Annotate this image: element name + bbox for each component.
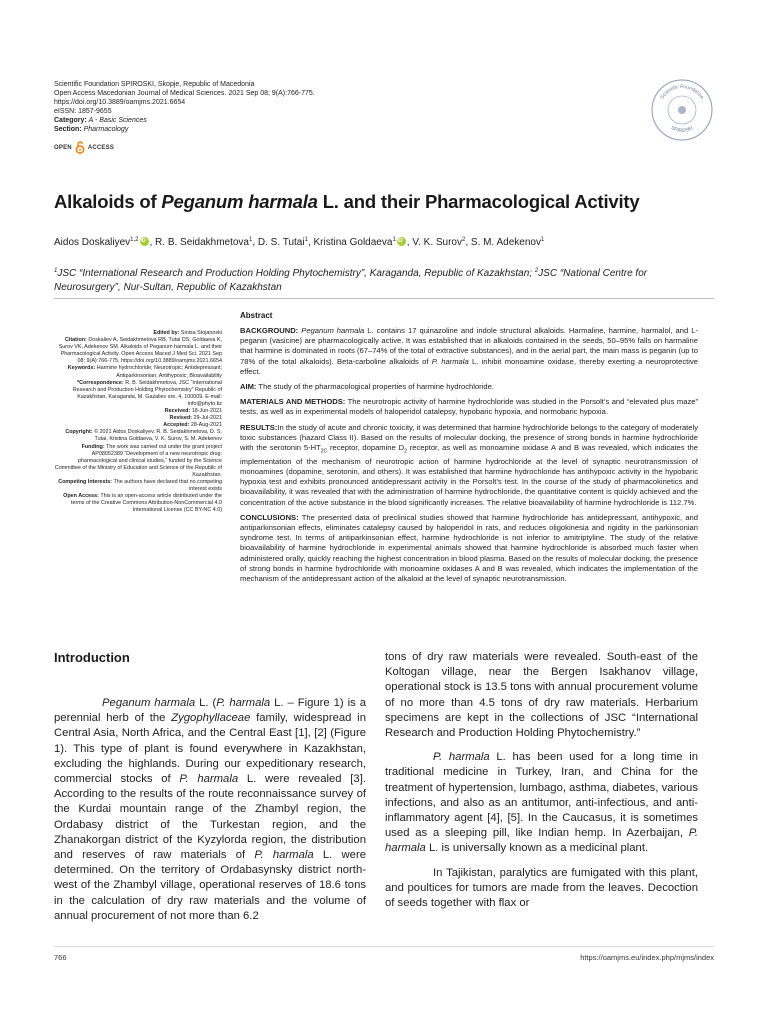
abstract-background: BACKGROUND: Peganum harmala L. contains 17 quinazoline and indole structural alkaloids. Harmaline, harmine, harmalol, and L-peganin (vasicine) are pharmacologically active. It was established that in alkaloids contained in the seeds, 50–95% falls on harmaline that harmine is dominated in roots (67–74% of the total of extractive substances), and in the aerial part, the main mass is peganin (up to 78% of the total alkaloids). Beta-carboline alkaloids of P. harmala L. inhibit monoamine oxidase, thereby exerting a neuroprotective effect. [240, 326, 698, 376]
funding: Funding: The work was carried out under the grant project AP08052389 “Development of a new neurotropic drug: pharmacological and clinical studies,” funded by the Science Committee of the Ministry of Education and Science of the Republic of Kazakhstan. [54, 443, 222, 478]
journal-url-link[interactable]: https://oamjms.eu/index.php/mjms/index [580, 953, 714, 962]
footer-divider [54, 946, 714, 947]
body-column-right [385, 650, 698, 920]
abstract-conclusions: CONCLUSIONS: The presented data of preclinical studies showed that harmine hydrochloride has antidepressant, antihypoxic, and antiparkinsonian effects, eliminates catalepsy caused by haloperidol in rats, and reduces oligokinesia and rigidity in the parkinsonian syndrome test. In terms of antiparkinsonian effect, harmine hydrochloride is not inferior to amitriptyline. The study of the relative bioavailability of harmine hydrochloride in experimental animals showed that harmine hydrochloride is absorbed much faster when administered orally, quickly reaching the highest concentration in blood plasma. Based on the results of molecular docking, the presence of strong bonds in harmine hydrochloride with monoamine oxidases A and B was revealed, which indicates the implementation of the mechanism of the antidepressant action of the alkaloid at the level of synaptic neurotransmission. [240, 512, 698, 583]
competing-interests: Competing Interests: The authors have declared that no competing interest exists [58, 478, 222, 493]
accepted-date: Accepted: 28-Aug-2021 [163, 422, 222, 429]
edited-by: Edited by: Sinisa Stojanoski [153, 330, 222, 336]
received-date: Received: 18-Jun-2021 [164, 408, 222, 415]
foundation-seal-logo [650, 78, 714, 142]
license: Open Access: This is an open-access article distributed under the terms of the Creative Commons Attribution-NonCommercial 4.0 International License (CC BY-NC 4.0) [63, 493, 222, 514]
introduction-heading: Introduction [54, 650, 130, 665]
abstract-aim: AIM: The study of the pharmacological properties of harmine hydrochloride. [240, 382, 494, 392]
abstract-body [240, 326, 698, 589]
paragraph: Peganum harmala L. (P. harmala L. – Figure 1) is a perennial herb of the Zygophyllaceae family, widespread in Central Asia, North Africa, and the Central East [1], [2] (Figure 1). This type of plant is found everywhere in Kazakhstan, excluding the highlands. During our expeditionary research, commercial stocks of P. harmala L. were revealed [3]. According to the results of the route reconnaissance survey of the Kurdai mountain range of the Zhambyl region, the Ordabasy district of the Turkestan region, and the Zhanakorgan district of the Kyzylorda region, the distribution and reserves of raw materials of P. harmala L. were determined. On the territory of Ordabasynsky district north-west of the Zhambyl village, operational reserves of 18.6 tons in the calculation of dry raw materials and the volume of annual procurement of not more than 6.2 [54, 697, 367, 922]
doi-link[interactable]: https://doi.org/10.3889/oamjms.2021.6654 [54, 99, 186, 106]
section-line: Section: Pharmacology [54, 126, 129, 133]
orcid-icon[interactable] [140, 237, 149, 246]
journal-citation-line: Open Access Macedonian Journal of Medical Sciences. 2021 Sep 08; 9(A):766-775. [54, 90, 315, 97]
copyright: Copyright: © 2021 Aidos Doskaliyev, R. B. Seidakhmetova, D. S. Tutai, Kristina Goldaeva, V. K. Surov, S. M. Adekenov [65, 429, 222, 443]
author-name[interactable]: , Kristina Goldaeva [307, 237, 393, 248]
journal-header [54, 80, 614, 134]
author-list: Aidos Doskaliyev$^{1,2}$iD , R. B. Seidakhmetova$^1$, D. S. Tutai$^1$, Kristina Goldaeva$^1$iD , V. K. Surov$^2$, S. M. Adekenov$^1$ [54, 237, 714, 248]
eissn-line: eISSN: 1857-9655 [54, 108, 112, 115]
citation: Citation: Doskaliev A, Seidakhmetova RB, Tutai DS, Goldaeva K, Surov VK, Adekenov SM. Alkaloids of Peganum harmala L. and their Pharmacological Activity. Open Access Maced J Med Sci. 2021 Sep 08; 9(A):766-775. https://doi.org/10.3889/oamjms.2021.6654 [58, 337, 222, 365]
body-column-left [54, 696, 366, 933]
correspondence: *Correspondence: R. B. Seidakhmetova, JSC “International Research and Production Holding Phytochemistry” Republic of Kazakhstan, Karaganda, M. Gazaliev sre. 4, 100009. E-mail: info@phyto.kz [72, 379, 222, 407]
category-line: Category: A - Basic Sciences [54, 117, 147, 124]
paragraph: In Tajikistan, paralytics are fumigated with this plant, and poultices for tumors are made from the leaves. Decoction of seeds together with flax or [385, 866, 698, 910]
author-name[interactable]: , D. S. Tutai [252, 237, 305, 248]
paragraph: P. harmala L. has been used for a long time in traditional medicine in Turkey, Iran, and China for the treatment of hypertension, lumbago, asthma, diabetes, various infections, and also as an antitumor, anti-infectious, and anti-inflammatory agent [4], [5]. In the Caucasus, it is sometimes used as a sleeping pill, like Indian hemp. In Azerbaijan, P. harmala L. is universally known as a medicinal plant. [385, 751, 698, 855]
open-access-logo: OPEN ACCESS [54, 141, 114, 154]
keywords: Keywords: Harmine hydrochloride; Neurotropic; Antidepressant; Antiparkinsonian; Antihypoxic; Bioavailability [67, 365, 222, 379]
abstract-methods: MATERIALS AND METHODS: The neurotropic activity of harmine hydrochloride was studied in the Porsolt’s and “elevated plus maze” tests, as well as in experimental models of haloperidol catalepsy, hypobaric hypoxia, and normobaric hypoxia. [240, 397, 698, 417]
header-divider [54, 298, 714, 299]
svg-text:SPIROSKI: SPIROSKI [669, 125, 695, 135]
author-name[interactable]: , S. M. Adekenov [465, 237, 541, 248]
orcid-icon[interactable] [397, 237, 406, 246]
abstract-results: RESULTS:In the study of acute and chronic toxicity, it was determined that harmine hydrochloride belongs to the category of moderately toxic substances (hazard Class II). Based on the results of molecular docking, the presence of strong bonds in harmine hydrochloride with the serotonin $5-HT_{2C}$ receptor, dopamine $D_2$ receptor, as well as monoamine oxidase A and B was revealed, which indicates the implementation of the mechanism of neurotropic action of harmine hydrochloride at the level of synaptic neurotransmission of monoamines (dopamine, serotonin, and others). It was established that harmine hydrochloride has antihypoxic activity in the hypobaric hypoxia test and exhibits pronounced antidepressant activity in the Porsolt’s test. In the course of the study of pharmacokinetics and bioavailability, it was revealed that with the administration of harmine hydrochloride, the quantitative content is quickly achieved and the concentration of the active substance in the blood significantly increases. The relative bioavailability of harmine hydrochloride is 112.7%. [240, 422, 698, 507]
publisher-line: Scientific Foundation SPIROSKI, Skopje, Republic of Macedonia [54, 81, 255, 88]
page-number: 766 [54, 953, 67, 962]
open-lock-icon [75, 141, 85, 154]
article-metadata-sidebar [54, 330, 222, 514]
affiliations: $^1$JSC “International Research and Production Holding Phytochemistry”, Karaganda, Republic of Kazakhstan; $^2$JSC “National Centre for Neurosurgery”, Nur-Sultan, Republic of Kazakhstan [54, 268, 648, 293]
author-name[interactable]: , R. B. Seidakhmetova [149, 237, 249, 248]
svg-text:Scientific Foundation: Scientific Foundation [659, 83, 705, 101]
article-title: Alkaloids of Peganum harmala L. and their Pharmacological Activity [54, 191, 640, 212]
author-name[interactable]: , V. K. Surov [406, 237, 462, 248]
revised-date: Revised: 29-Jul-2021 [169, 415, 222, 422]
paragraph: tons of dry raw materials were revealed. South-east of the Koltogan village, near the Bergen Isakhanov village, operational stock is 13.5 tons with annual procurement volume of no more than 4.5 tons of dry raw materials. Herbarium specimens are kept in the collections of JSC “International Research and Production Holding Phytochemistry.” [385, 651, 698, 740]
abstract-heading: Abstract [240, 311, 273, 320]
author-name[interactable]: Aidos Doskaliyev [54, 237, 131, 248]
